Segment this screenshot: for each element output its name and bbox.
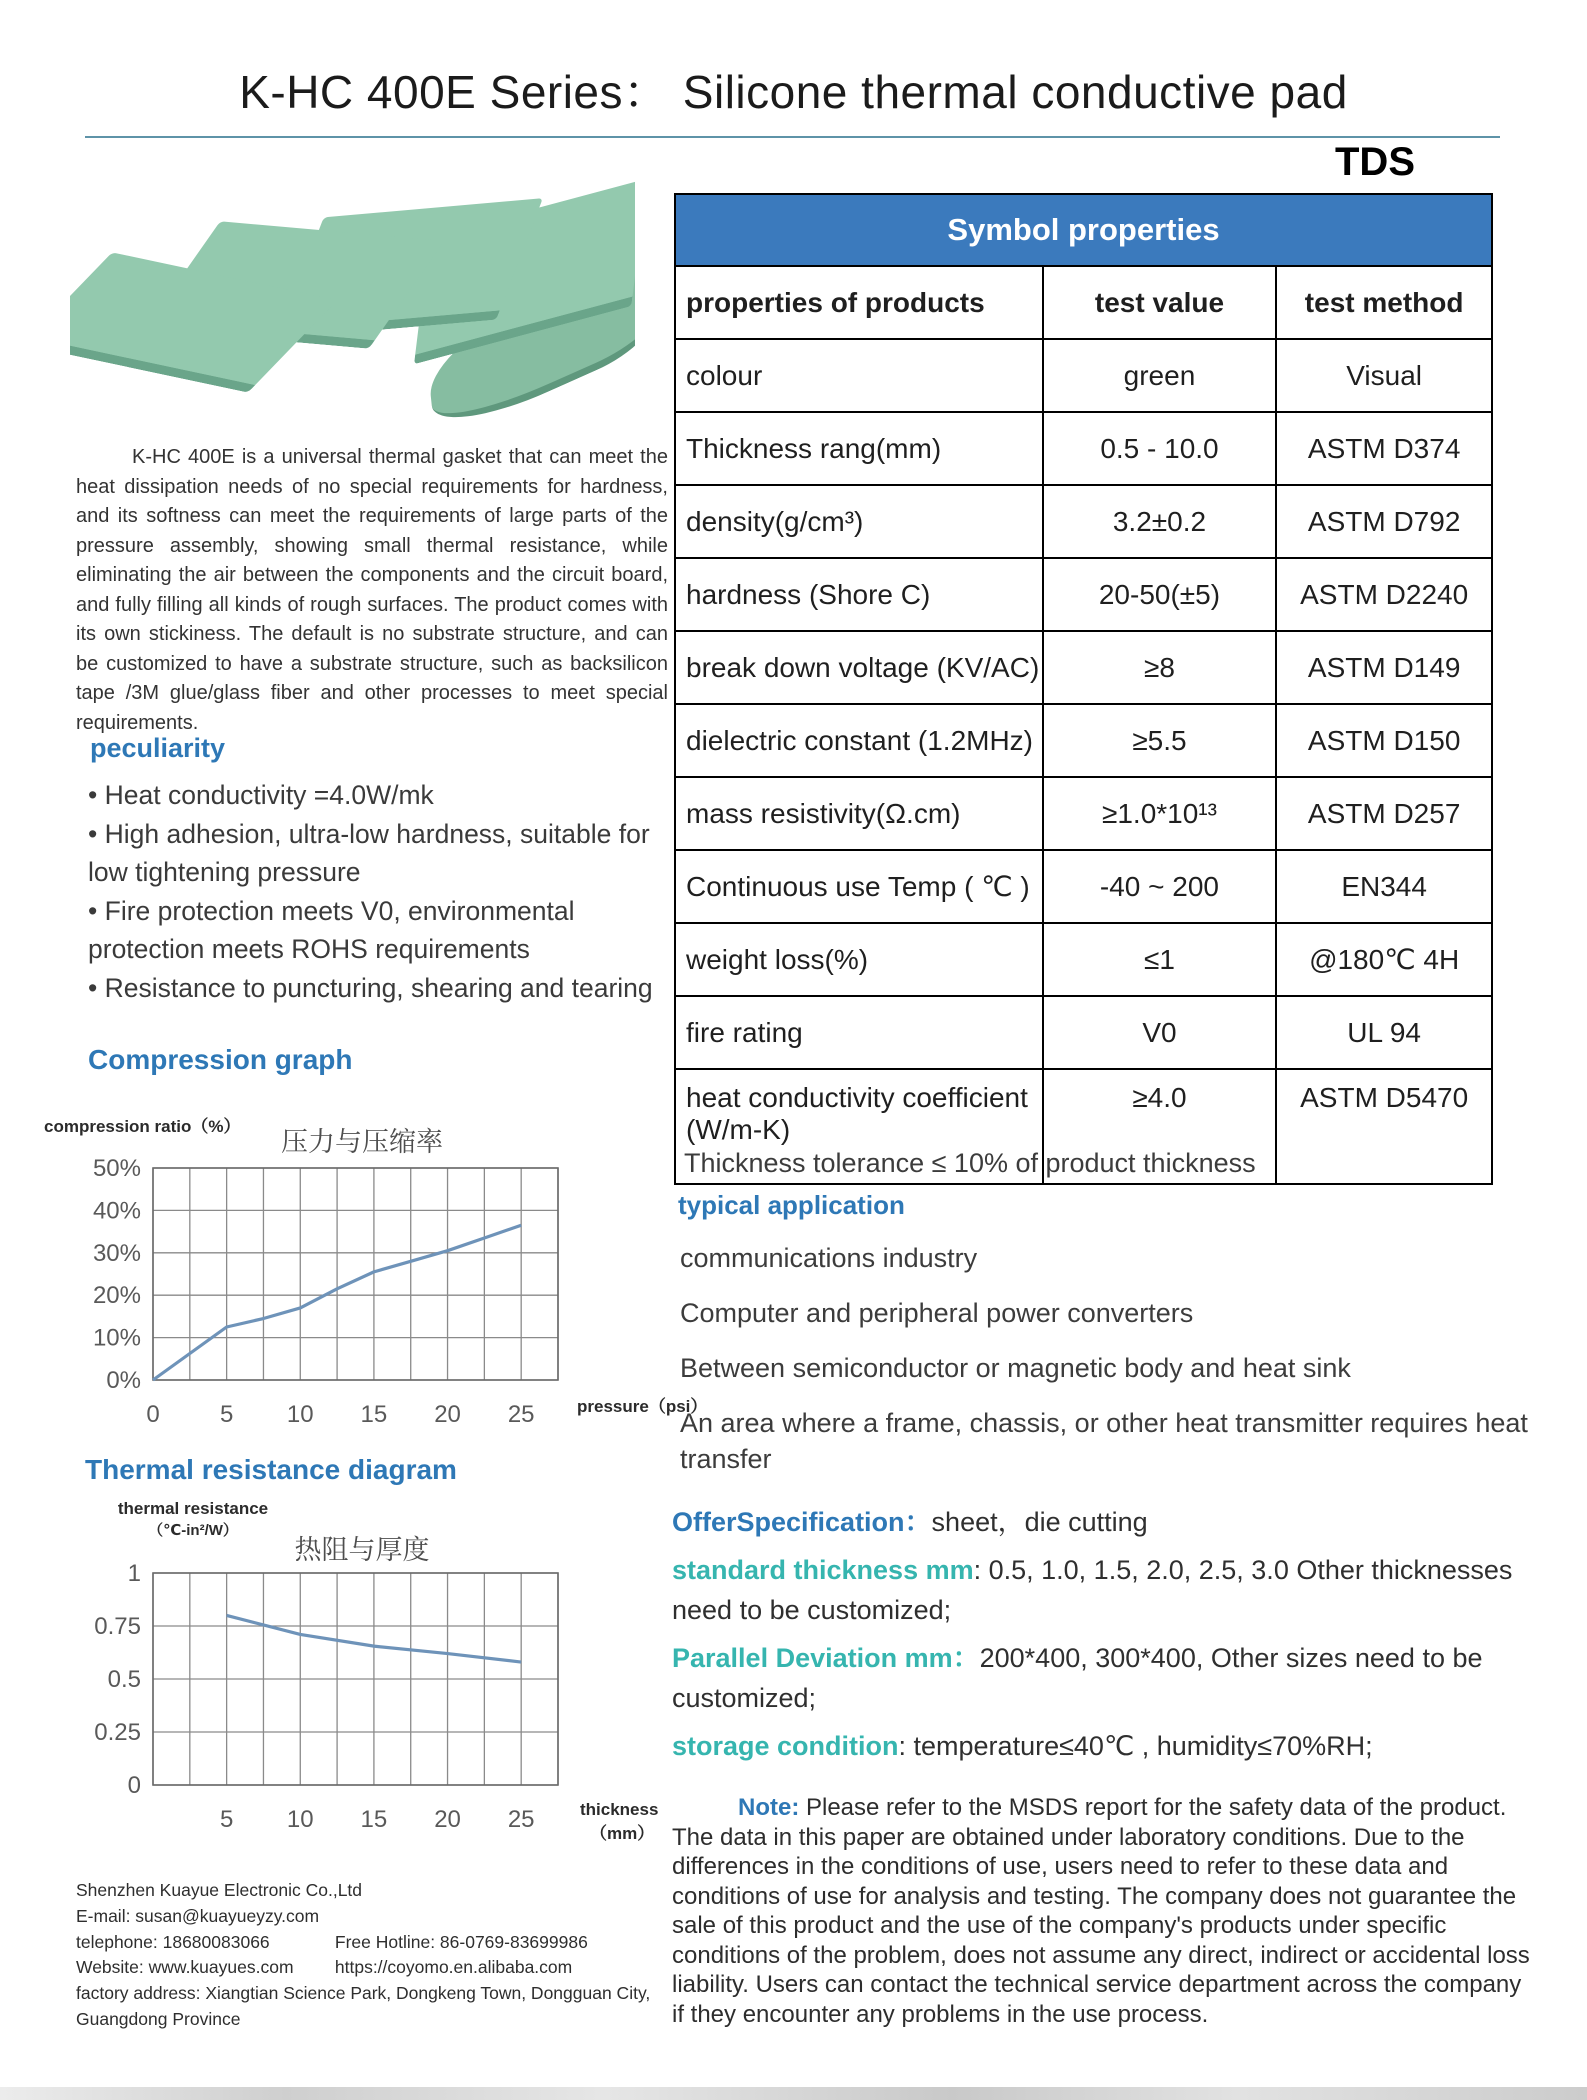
standard-thickness-label: standard thickness mm	[672, 1555, 974, 1585]
svg-text:10: 10	[286, 1806, 314, 1833]
svg-text:20%: 20%	[92, 1282, 141, 1310]
compression-x-axis-label: pressure（psi）	[577, 1397, 708, 1416]
spec-table	[674, 193, 1493, 1185]
test-value-cell: 3.2±0.2	[1043, 485, 1277, 558]
property-cell: fire rating	[675, 996, 1043, 1069]
property-cell: hardness (Shore C)	[675, 558, 1043, 631]
table-row	[675, 850, 1492, 923]
test-method-cell: ASTM D257	[1276, 777, 1492, 850]
thermal-x-axis-label	[580, 1798, 658, 1846]
test-method-cell: ASTM D150	[1276, 704, 1492, 777]
typical-application-item: An area where a frame, chassis, or other heat transmitter requires heat transfer	[680, 1408, 1528, 1474]
test-method-cell: ASTM D5470	[1276, 1069, 1492, 1184]
test-method-cell: EN344	[1276, 850, 1492, 923]
typical-application-item: Between semiconductor or magnetic body and heat sink	[680, 1353, 1351, 1383]
note-paragraph	[672, 1793, 1530, 2029]
table-row	[675, 704, 1492, 777]
title-underline	[85, 136, 1500, 138]
table-title: Symbol properties	[675, 194, 1492, 266]
property-cell: dielectric constant (1.2MHz)	[675, 704, 1043, 777]
storage-condition-label: storage condition	[672, 1731, 899, 1761]
table-column-header-row	[675, 266, 1492, 339]
website-alt-url: https://coyomo.en.alibaba.com	[334, 1957, 573, 1978]
thermal-chart-title: 热阻与厚度	[294, 1535, 430, 1565]
peculiarity-list	[88, 776, 676, 1007]
svg-text:20: 20	[434, 1401, 461, 1428]
note-block	[672, 1793, 1530, 2029]
parallel-deviation-value: 200*400, 300*400, Other sizes need to be customized;	[672, 1643, 1483, 1713]
compression-chart-plot	[88, 1150, 608, 1450]
table-row	[675, 631, 1492, 704]
page-bottom-edge	[0, 2087, 1587, 2100]
table-row	[675, 923, 1492, 996]
peculiarity-heading: peculiarity	[90, 733, 226, 763]
svg-text:30%: 30%	[92, 1239, 141, 1267]
peculiarity-item: • Heat conductivity =4.0W/mk	[88, 776, 676, 815]
thermal-y-axis-label-line2: （℃-in²/W）	[148, 1522, 238, 1539]
website-line	[76, 1955, 662, 1981]
table-row	[675, 412, 1492, 485]
svg-text:0: 0	[146, 1401, 160, 1428]
typical-application-item: Computer and peripheral power converters	[680, 1298, 1194, 1328]
svg-text:15: 15	[360, 1401, 388, 1428]
test-value-cell: ≥4.0	[1043, 1069, 1277, 1184]
test-method-cell: ASTM D2240	[1276, 558, 1492, 631]
thermal-chart-plot	[88, 1555, 608, 1855]
table-row	[675, 485, 1492, 558]
parallel-deviation-label: Parallel Deviation mm：	[672, 1643, 980, 1673]
test-value-cell: green	[1043, 339, 1277, 412]
compression-y-axis-label: compression ratio（%）	[44, 1117, 241, 1136]
test-value-cell: 20-50(±5)	[1043, 558, 1277, 631]
svg-text:40%: 40%	[92, 1197, 141, 1225]
product-photo	[70, 150, 635, 435]
svg-text:5: 5	[219, 1806, 234, 1833]
test-value-cell: V0	[1043, 996, 1277, 1069]
company-name: Shenzhen Kuayue Electronic Co.,Ltd	[76, 1880, 363, 1900]
table-row	[675, 996, 1492, 1069]
test-method-cell: ASTM D149	[1276, 631, 1492, 704]
svg-text:1: 1	[127, 1560, 141, 1587]
property-cell: Continuous use Temp ( ℃ )	[675, 850, 1043, 923]
property-cell: heat conductivity coefficient (W/m-K)	[675, 1069, 1043, 1184]
column-header-test-value: test value	[1043, 266, 1277, 339]
peculiarity-item: • Resistance to puncturing, shearing and tearing	[88, 969, 676, 1008]
property-cell: colour	[675, 339, 1043, 412]
thermal-resistance-heading: Thermal resistance diagram	[85, 1454, 457, 1485]
test-value-cell: ≥8	[1043, 631, 1277, 704]
svg-text:0.25: 0.25	[94, 1719, 141, 1746]
note-text: Please refer to the MSDS report for the safety data of the product. The data in this paper are obtained under laboratory conditions. Due to the differences in the conditions of use, users need to refer to these data and conditions of use for analysis and testing. The company does not guarantee the sale of this product and the use of the company's products under specific conditions of the problem, does not assume any direct, indirect or accidental loss liability. Users can contact the technical service department across the company if they encounter any problems in the use process.	[672, 1794, 1530, 2028]
column-header-properties: properties of products	[675, 266, 1043, 339]
typical-application-heading: typical application	[678, 1190, 905, 1220]
test-value-cell: ≥1.0*10¹³	[1043, 777, 1277, 850]
column-header-test-method: test method	[1276, 266, 1492, 339]
svg-text:0.75: 0.75	[94, 1613, 141, 1640]
offer-specification-block	[672, 1502, 1534, 1774]
compression-graph-heading: Compression graph	[88, 1044, 353, 1075]
factory-address-line: factory address: Xiangtian Science Park, Dongkeng Town, Dongguan City, Guangdong Province	[76, 1983, 651, 2029]
svg-text:0%: 0%	[106, 1367, 141, 1394]
parallel-deviation-line	[672, 1638, 1534, 1718]
storage-condition-value: : temperature≤40℃ , humidity≤70%RH;	[898, 1731, 1373, 1761]
thickness-tolerance-note: Thickness tolerance ≤ 10% of product thickness	[684, 1148, 1256, 1178]
svg-text:15: 15	[360, 1806, 388, 1833]
compression-chart-title: 压力与压缩率	[281, 1127, 443, 1157]
table-row	[675, 339, 1492, 412]
offer-specification-value: sheet，die cutting	[931, 1507, 1148, 1537]
svg-text:0.5: 0.5	[107, 1666, 141, 1693]
svg-text:25: 25	[507, 1401, 535, 1428]
page-title: K-HC 400E Series： Silicone thermal conductive pad	[239, 66, 1348, 118]
test-method-cell: @180℃ 4H	[1276, 923, 1492, 996]
thermal-y-axis-label-line1: thermal resistance	[117, 1499, 269, 1518]
test-method-cell: Visual	[1276, 339, 1492, 412]
note-label: Note:	[738, 1794, 800, 1821]
offer-specification-line	[672, 1502, 1534, 1542]
property-cell: mass resistivity(Ω.cm)	[675, 777, 1043, 850]
test-value-cell: -40 ~ 200	[1043, 850, 1277, 923]
peculiarity-item: • Fire protection meets V0, environmental protection meets ROHS requirements	[88, 892, 676, 969]
svg-text:20: 20	[434, 1806, 461, 1833]
typical-application-list	[680, 1240, 1536, 1496]
product-description: K-HC 400E is a universal thermal gasket that can meet the heat dissipation needs of no special requirements for hardness, and its softness can meet the requirements of large parts of the pressure assembly, showing small thermal resistance, while eliminating the air between the components and the circuit board, and fully filling all kinds of rough surfaces. The product comes with its own stickiness. The default is no substrate structure, and can be customized to have a substrate structure, such as backsilicon tape /3M glue/glass fiber and other processes to meet special requirements.	[76, 446, 668, 734]
table-row	[675, 558, 1492, 631]
test-method-cell: ASTM D374	[1276, 412, 1492, 485]
contact-block	[76, 1878, 662, 2033]
test-method-cell: UL 94	[1276, 996, 1492, 1069]
test-value-cell: ≥5.5	[1043, 704, 1277, 777]
hotline-number: Free Hotline: 86-0769-83699986	[334, 1931, 588, 1952]
storage-condition-line	[672, 1726, 1534, 1766]
property-cell: weight loss(%)	[675, 923, 1043, 996]
property-cell: Thickness rang(mm)	[675, 412, 1043, 485]
standard-thickness-value: : 0.5, 1.0, 1.5, 2.0, 2.5, 3.0 Other thicknesses need to be customized;	[672, 1555, 1513, 1625]
standard-thickness-line	[672, 1550, 1534, 1630]
table-header-band	[675, 194, 1492, 266]
test-value-cell: ≤1	[1043, 923, 1277, 996]
telephone-line	[76, 1930, 662, 1956]
thermal-x-axis-label-line1: thickness	[580, 1800, 659, 1819]
website-url: Website: www.kuayues.com	[76, 1957, 294, 1978]
property-cell: break down voltage (KV/AC)	[675, 631, 1043, 704]
table-row	[675, 777, 1492, 850]
svg-text:10: 10	[286, 1401, 314, 1428]
offer-specification-label: OfferSpecification：	[672, 1507, 932, 1537]
peculiarity-item: • High adhesion, ultra-low hardness, suitable for low tightening pressure	[88, 815, 676, 892]
tds-label: TDS	[1335, 140, 1415, 184]
svg-text:10%: 10%	[92, 1324, 141, 1352]
test-method-cell: ASTM D792	[1276, 485, 1492, 558]
typical-application-item: communications industry	[680, 1243, 978, 1273]
svg-text:0: 0	[127, 1772, 141, 1799]
svg-text:50%: 50%	[92, 1155, 141, 1182]
svg-text:5: 5	[219, 1401, 234, 1428]
email-line: E-mail: susan@kuayueyzy.com	[76, 1905, 320, 1926]
property-cell: density(g/cm³)	[675, 485, 1043, 558]
svg-text:25: 25	[507, 1806, 535, 1833]
thermal-x-axis-label-line2: （mm）	[590, 1824, 655, 1843]
test-value-cell: 0.5 - 10.0	[1043, 412, 1277, 485]
telephone-number: telephone: 18680083066	[76, 1931, 270, 1952]
